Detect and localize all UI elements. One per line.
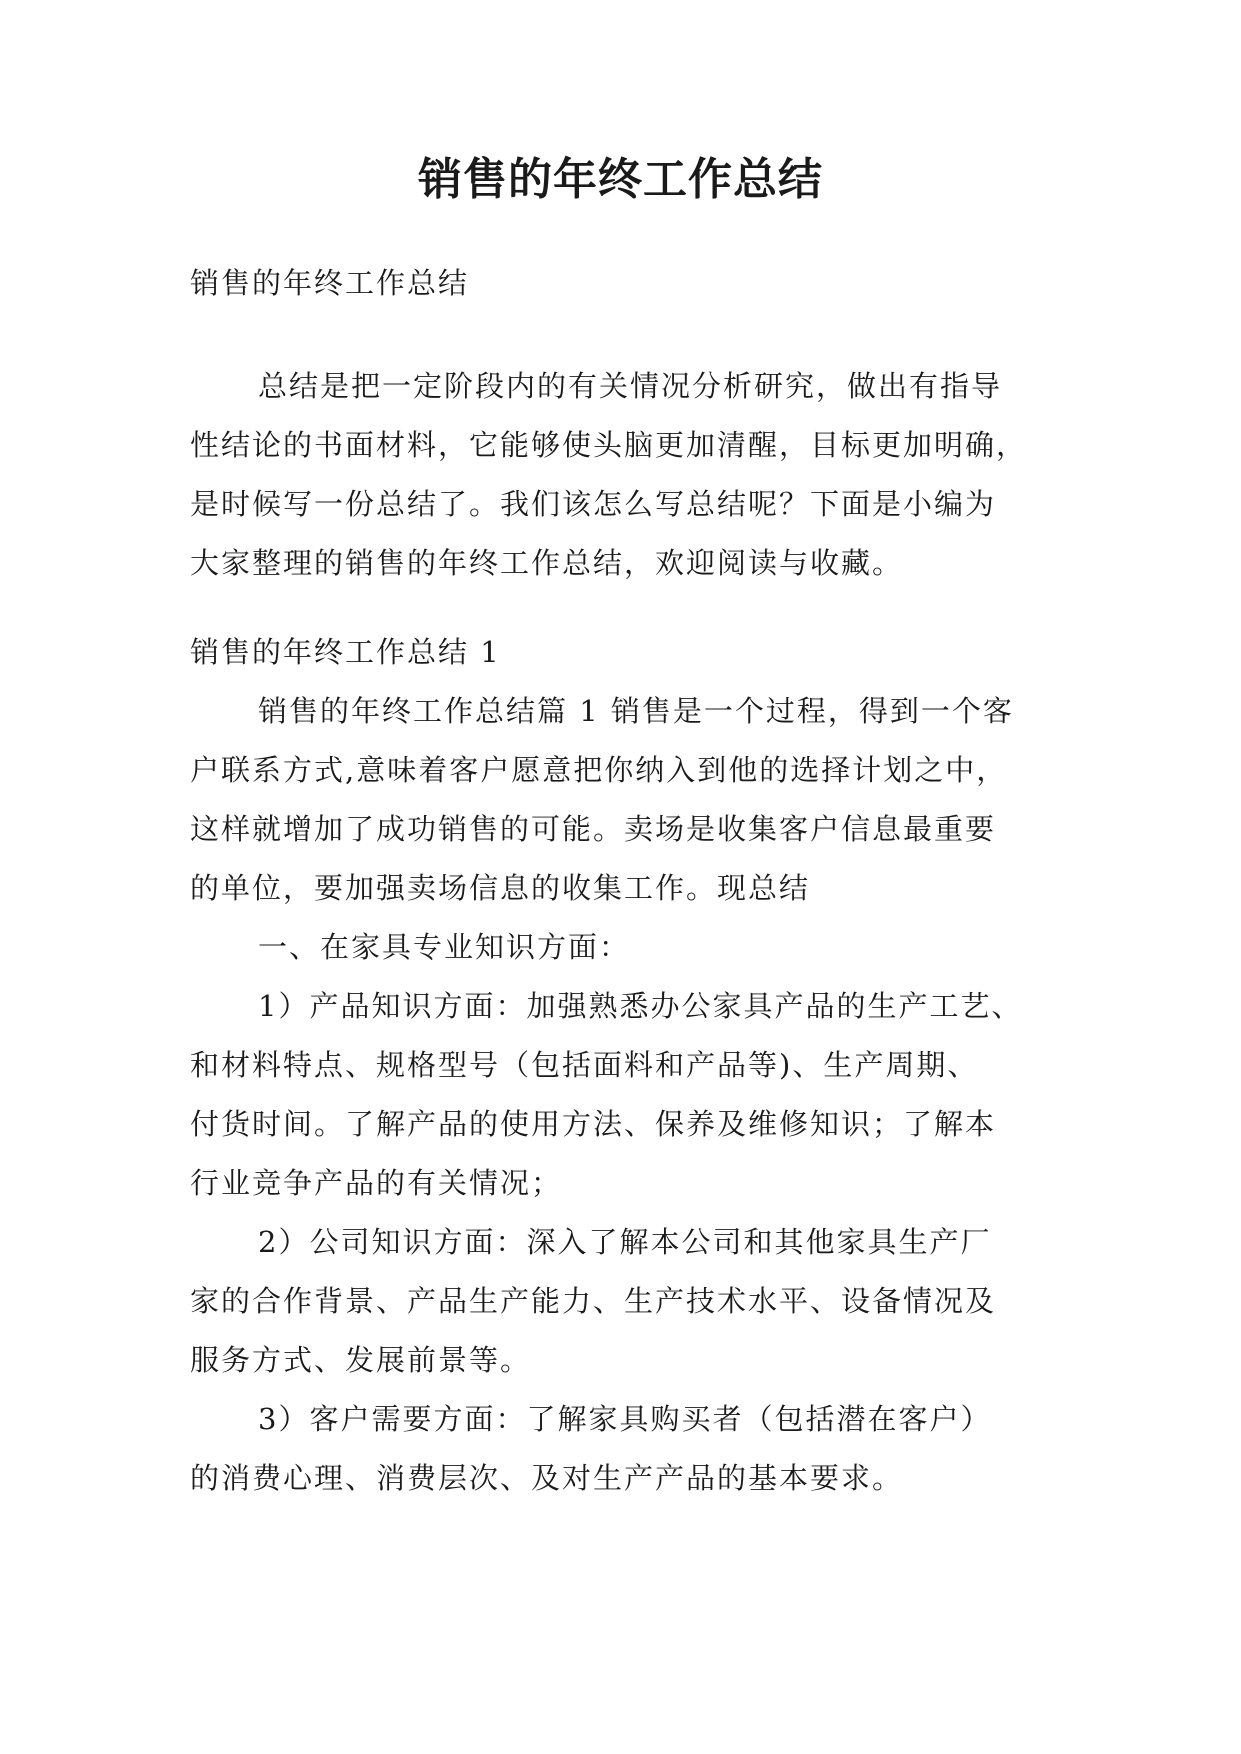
section-line: 1）产品知识方面：加强熟悉办公家具产品的生产工艺、 <box>258 989 1023 1023</box>
subtitle-line: 销售的年终工作总结 <box>190 266 470 300</box>
section-line: 销售的年终工作总结篇 1 销售是一个过程，得到一个客 <box>258 694 1014 728</box>
intro-line: 总结是把一定阶段内的有关情况分析研究，做出有指导 <box>258 369 1003 403</box>
section-heading-text: 销售的年终工作总结 1 <box>190 635 501 669</box>
intro-line: 大家整理的销售的年终工作总结，欢迎阅读与收藏。 <box>190 546 904 580</box>
section-line: 付货时间。了解产品的使用方法、保养及维修知识；了解本 <box>190 1107 997 1141</box>
section-line: 的消费心理、消费层次、及对生产产品的基本要求。 <box>190 1461 904 1495</box>
section-line: 的单位，要加强卖场信息的收集工作。现总结 <box>190 871 811 905</box>
document-title: 销售的年终工作总结 <box>418 154 823 205</box>
section-line: 2）公司知识方面：深入了解本公司和其他家具生产厂 <box>258 1225 992 1259</box>
section-body <box>190 682 1050 1508</box>
section-line: 一、在家具专业知识方面： <box>258 930 631 964</box>
section-line: 3）客户需要方面：了解家具购买者（包括潜在客户） <box>258 1402 992 1436</box>
section-line: 服务方式、发展前景等。 <box>190 1343 532 1377</box>
intro-paragraph <box>190 357 1050 593</box>
intro-line: 性结论的书面材料，它能够使头脑更加清醒，目标更加明确， <box>190 428 1028 462</box>
document-subtitle <box>190 254 1050 313</box>
section-line: 和材料特点、规格型号（包括面料和产品等)、生产周期、 <box>190 1048 979 1082</box>
section-line: 家的合作背景、产品生产能力、生产技术水平、设备情况及 <box>190 1284 997 1318</box>
section-heading <box>190 623 1050 682</box>
section-line: 这样就增加了成功销售的可能。卖场是收集客户信息最重要 <box>190 812 997 846</box>
section-line: 户联系方式,意味着客户愿意把你纳入到他的选择计划之中， <box>190 753 1008 787</box>
section-line: 行业竞争产品的有关情况； <box>190 1166 563 1200</box>
intro-line: 是时候写一份总结了。我们该怎么写总结呢？下面是小编为 <box>190 487 997 521</box>
